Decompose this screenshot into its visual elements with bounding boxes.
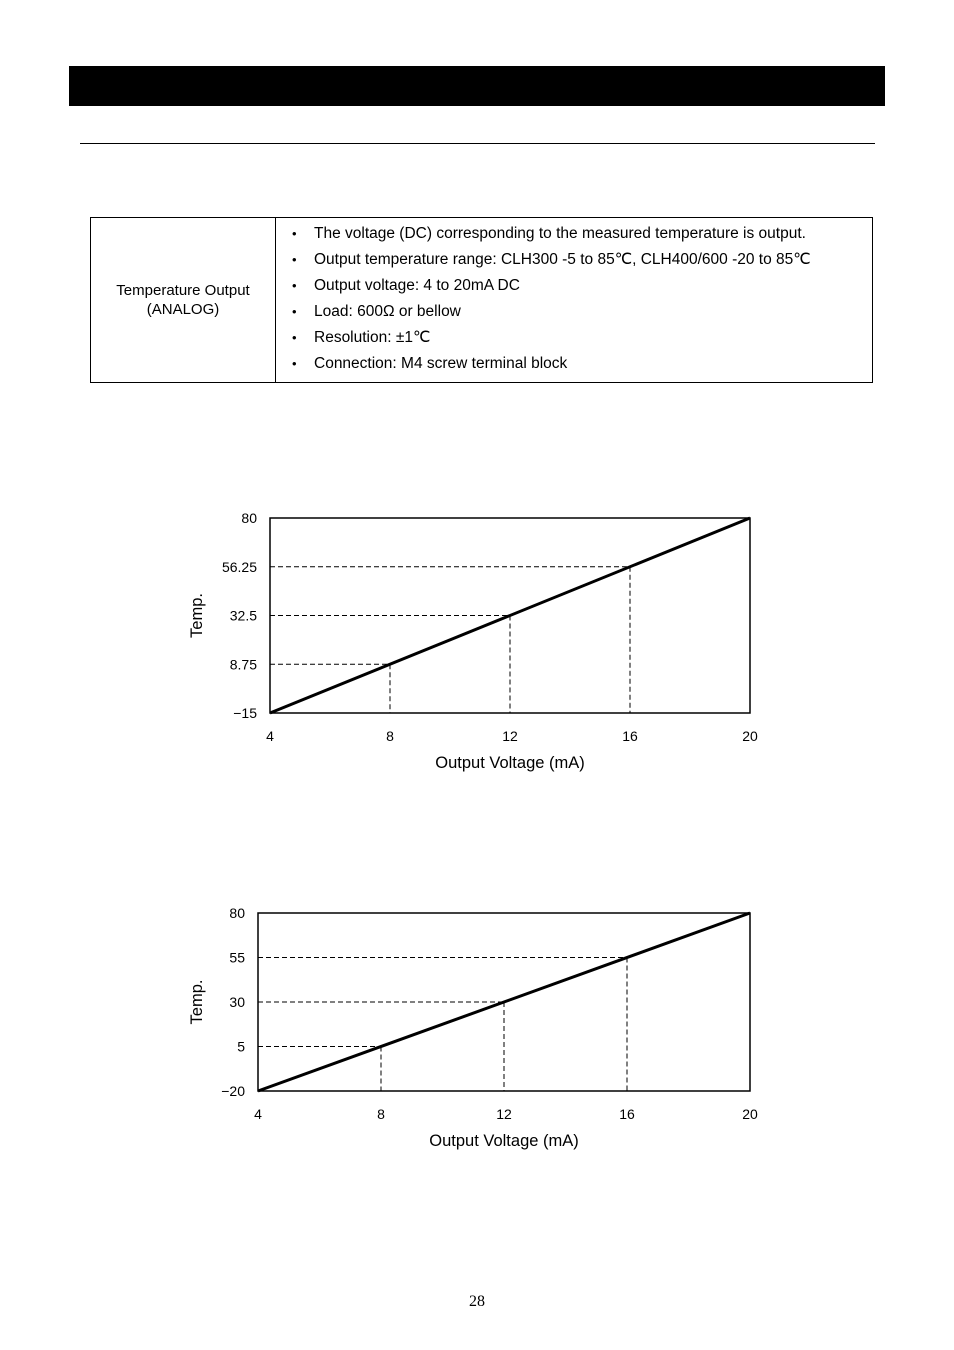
- x-tick-label: 4: [254, 1106, 262, 1122]
- spec-item-text: Load: 600Ω or bellow: [314, 303, 461, 320]
- spec-list: [276, 218, 872, 380]
- spec-item-text: Connection: M4 screw terminal block: [314, 355, 568, 372]
- plot-frame: [270, 518, 750, 713]
- y-tick-label: 55: [229, 949, 245, 966]
- series-line: [258, 913, 750, 1091]
- spec-item: [292, 354, 872, 380]
- y-tick-label: 30: [229, 994, 245, 1010]
- y-tick-label: 56.25: [221, 558, 257, 575]
- plot-frame: [258, 913, 750, 1091]
- x-tick-label: 12: [496, 1106, 512, 1122]
- x-tick-label: 12: [502, 728, 518, 744]
- bullet-icon: •: [292, 226, 297, 241]
- spec-item-text: Resolution: ±1℃: [314, 329, 431, 346]
- spec-item: [292, 224, 872, 250]
- bullet-icon: •: [292, 330, 297, 345]
- y-tick-label: 80: [241, 510, 257, 526]
- spec-item: [292, 276, 872, 302]
- section-header-bar: [69, 66, 885, 106]
- spec-item-text: The voltage (DC) corresponding to the measured temperature is output.: [314, 225, 806, 242]
- x-axis-title: Output Voltage (mA): [435, 754, 585, 772]
- x-tick-label: 8: [386, 728, 394, 744]
- y-tick-label: −15: [233, 705, 257, 721]
- spec-item-text: Output temperature range: CLH300 -5 to 85℃, CLH400/600 -20 to 85℃: [314, 251, 811, 268]
- x-tick-label: 8: [377, 1106, 385, 1122]
- spec-item-text: Output voltage: 4 to 20mA DC: [314, 277, 520, 294]
- x-tick-label: 20: [742, 728, 758, 744]
- spec-item: [292, 302, 872, 328]
- y-tick-label: 32.5: [229, 607, 257, 624]
- y-tick-label: 8.75: [229, 656, 257, 673]
- spec-row: [91, 218, 873, 383]
- x-tick-label: 16: [622, 728, 638, 744]
- series-line: [270, 518, 750, 713]
- page-number: 28: [469, 1293, 485, 1310]
- spec-label-line1: Temperature Output: [116, 282, 250, 299]
- x-tick-label: 4: [266, 728, 274, 744]
- spec-table: [90, 217, 873, 383]
- bullet-icon: •: [292, 356, 297, 371]
- bullet-icon: •: [292, 252, 297, 267]
- y-axis-title: Temp.: [188, 979, 206, 1025]
- y-tick-label: 5: [237, 1038, 245, 1055]
- spec-item: [292, 328, 872, 354]
- bullet-icon: •: [292, 304, 297, 319]
- spec-item: [292, 250, 872, 276]
- section-divider: [80, 143, 875, 144]
- y-tick-label: 80: [229, 905, 245, 921]
- y-tick-label: −20: [221, 1083, 245, 1099]
- x-tick-label: 16: [619, 1106, 635, 1122]
- x-axis-title: Output Voltage (mA): [429, 1132, 579, 1150]
- spec-details-cell: [276, 218, 873, 383]
- spec-label-line2: (ANALOG): [146, 301, 220, 318]
- y-axis-title: Temp.: [188, 593, 206, 638]
- x-tick-label: 20: [742, 1106, 758, 1122]
- bullet-icon: •: [292, 278, 297, 293]
- spec-label-cell: [91, 218, 276, 383]
